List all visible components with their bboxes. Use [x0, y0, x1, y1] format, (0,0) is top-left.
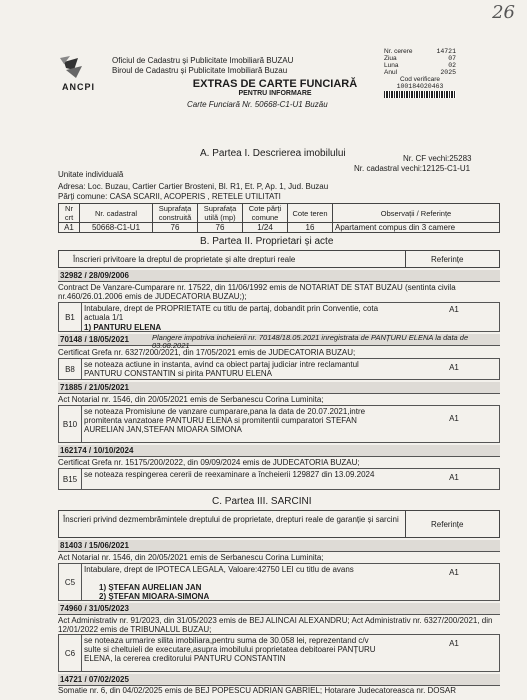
col-header: Cote teren [288, 204, 333, 223]
registration-line: 14721 / 07/02/2025 [58, 674, 500, 686]
part-a-heading: A. Partea I. Descrierea imobilului [200, 148, 346, 159]
registration-line: 74960 / 31/05/2023 [58, 603, 500, 615]
col-header: Nr crt [59, 204, 80, 223]
entry-code: C5 [59, 564, 82, 600]
col-header: Nr. cadastral [80, 204, 153, 223]
document-title: EXTRAS DE CARTE FUNCIARĂ [192, 78, 358, 90]
registration-line: 71885 / 21/05/2021 [58, 382, 500, 394]
col-header: Observații / Referințe [333, 204, 500, 223]
part-c-heading: C. Partea III. SARCINI [212, 496, 312, 507]
act-line: Certificat Grefa nr. 6327/200/2021, din 17/05/2021 emis de JUDECATORIA BUZAU; [58, 348, 356, 357]
col-header: Suprafața construită [153, 204, 198, 223]
act-line: Somatie nr. 6, din 04/02/2025 emis de BEJ POPESCU ADRIAN GABRIEL; Hotarare Judecatoreasca nr. DOSAR [58, 686, 456, 695]
barcode [384, 91, 456, 98]
owner-name: 1) PANTURU ELENA [84, 323, 162, 332]
property-table-row [59, 223, 500, 233]
entry-ref: A1 [449, 363, 459, 372]
entry-code: B15 [59, 469, 82, 489]
part-b-heading: B. Partea II. Proprietari și acte [200, 236, 334, 247]
office-line-1: Oficiul de Cadastru și Publicitate Imobiliară BUZAU [112, 56, 294, 65]
entry-text: se noteaza respingerea cererii de reexaminare a încheierii 129827 din 13.09.2024 [84, 470, 375, 479]
entry-text: Intabulare, drept de PROPRIETATE cu titlu de partaj, dobandit prin Conventie, cota actuala 1/1 [84, 304, 379, 322]
col-header: Cote părți comune [243, 204, 288, 223]
property-table-header [59, 204, 500, 223]
verify-label: Cod verificare [399, 76, 441, 83]
entry-code: B1 [59, 303, 82, 331]
act-line: Act Administrativ nr. 91/2023, din 31/05/2023 emis de BEJ ALINCAI ALEXANDRU; Act Administrativ nr. 6327/200/2021, din 12/01/2022 emis de TRIBUNALUL BUZAU; [58, 616, 493, 634]
registration-line: 81403 / 15/06/2021 [58, 540, 500, 552]
part-b-col-ref: Referințe [431, 255, 464, 264]
entry-b8 [58, 358, 500, 380]
registration-line: 32982 / 28/09/2006 [58, 270, 500, 282]
complaint-note: Plangere impotriva incheierii nr. 70148/18.05.2021 inregistrata de PANȚURU ELENA la data de 03.08.2021 [152, 333, 469, 350]
verify-code: 100184020463 [396, 83, 444, 90]
entry-text: se noteaza Promisiune de vanzare cumparare,pana la data de 20.07.2021,intre promitenta vanzatoare PANTURU ELENA si promitentii cumparatori STEFAN AURELIAN JAN,STEFAN MIOARA SIMONA [84, 407, 366, 434]
document-title-block [175, 78, 375, 97]
cell: Apartament compus din 3 camere [333, 223, 500, 233]
part-c-col-main: Înscrieri privind dezmembrămintele dreptului de proprietate, drepturi reale de garanție și sarcini [63, 515, 399, 524]
handwritten-note: 26 [492, 2, 515, 23]
logo-text: ANCPI [62, 82, 96, 92]
cell: 76 [198, 223, 243, 233]
entry-c6 [58, 634, 500, 672]
cell: A1 [59, 223, 80, 233]
act-line: Contract De Vanzare-Cumparare nr. 17522, din 11/06/1992 emis de NOTARIAT DE STAT BUZAU (sentinta civila nr.460/26.01.2006 emis de JUDECATORIA BUZAU;); [58, 283, 456, 301]
entry-code: B10 [59, 406, 82, 442]
entry-ref: A1 [449, 568, 459, 577]
cell: 16 [288, 223, 333, 233]
entry-ref: A1 [449, 305, 459, 314]
unit-type: Unitate individuală [58, 170, 124, 179]
entry-ref: A1 [449, 473, 459, 482]
part-b-table-header [58, 250, 500, 268]
office-block [112, 56, 293, 76]
entry-text: se noteaza actiune in instanta, avind ca obiect partaj judiciar intre reclamantul PANTURU CONSTANTIN si pirita PANTURU ELENA [84, 360, 359, 378]
office-line-2: Biroul de Cadastru și Publicitate Imobiliară Buzau [112, 66, 288, 75]
creditor-name: 1) ȘTEFAN AURELIAN JAN [99, 583, 202, 592]
entry-code: B8 [59, 359, 82, 379]
entry-ref: A1 [449, 639, 459, 648]
cadastral-old: Nr. cadastral vechi:12125-C1-U1 [354, 164, 471, 173]
part-c-col-ref: Referințe [431, 520, 464, 529]
cf-number: Carte Funciară Nr. 50668-C1-U1 Buzău [187, 100, 328, 109]
document-subtitle: PENTRU INFORMARE [238, 90, 312, 97]
creditor-name: 2) ȘTEFAN MIOARA-SIMONA [99, 592, 210, 601]
entry-c5 [58, 563, 500, 601]
entry-b10 [58, 405, 500, 443]
common-parts: Părți comune: CASA SCARII, ACOPERIS , RETELE UTILITATI [58, 192, 281, 201]
act-line: Act Notarial nr. 1546, din 20/05/2021 emis de Serbanescu Corina Luminita; [58, 395, 324, 404]
cf-old: Nr. CF vechi:25283 [403, 154, 472, 163]
ancpi-logo [56, 56, 108, 96]
entry-b1 [58, 302, 500, 332]
property-table [58, 203, 500, 233]
request-box [384, 48, 456, 98]
entry-text: se noteaza urmarire silita imobiliara,pentru suma de 30.058 lei, reprezentand c/v sulte si cheltuieli de executare,asupra imobilului proprietatea debitoarei PANȚURU ELENA, la cererea creditorului PANTURU CONSTANTIN [84, 636, 376, 663]
col-header: Suprafața utilă (mp) [198, 204, 243, 223]
act-line: Act Notarial nr. 1546, din 20/05/2021 emis de Serbanescu Corina Luminita; [58, 553, 324, 562]
entry-code: C6 [59, 635, 82, 671]
cell: 1/24 [243, 223, 288, 233]
request-row: Anul 2025 [384, 69, 456, 76]
address: Adresa: Loc. Buzau, Cartier Cartier Brosteni, Bl. R1, Et. P, Ap. 1, Jud. Buzau [58, 182, 329, 191]
act-line: Certificat Grefa nr. 15175/200/2022, din 09/09/2024 emis de JUDECATORIA BUZAU; [58, 458, 360, 467]
entry-b15 [58, 468, 500, 490]
registration-line: 162174 / 10/10/2024 [58, 445, 500, 457]
cell: 76 [153, 223, 198, 233]
entry-ref: A1 [449, 414, 459, 423]
part-c-table-header [58, 510, 500, 538]
request-row: Luna 02 [384, 62, 456, 69]
registration-line: 70148 / 18/05/2021 [58, 334, 500, 346]
request-row: Ziua 07 [384, 55, 456, 62]
part-b-col-main: Înscrieri privitoare la dreptul de proprietate și alte drepturi reale [73, 255, 296, 264]
request-row: Nr. cerere 14721 [384, 48, 456, 55]
cell: 50668-C1-U1 [80, 223, 153, 233]
entry-text: Intabulare, drept de IPOTECA LEGALA, Valoare:42750 LEI cu titlu de avans [84, 565, 354, 574]
